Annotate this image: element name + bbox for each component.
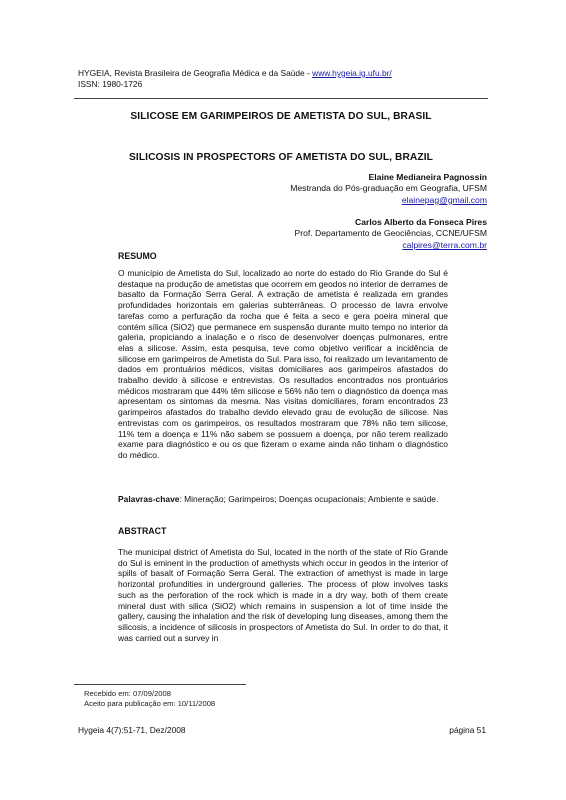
page-number: página 51: [449, 725, 486, 735]
keywords-label: Palavras-chave: [118, 494, 180, 504]
keywords: [118, 494, 448, 505]
author-block-2: [295, 217, 487, 251]
journal-name: HYGEIA, Revista Brasileira de Geografia Médica e da Saúde -: [78, 68, 313, 78]
author-email-link[interactable]: calpires@terra.com.br: [402, 239, 487, 250]
author-block-1: [290, 172, 487, 206]
keywords-text: : Mineração; Garimpeiros; Doenças ocupacionais; Ambiente e saúde.: [179, 494, 439, 504]
author-name: Elaine Medianeira Pagnossin: [368, 172, 487, 182]
resumo-text: O município de Ametista do Sul, localizado ao norte do estado do Rio Grande do Sul é destaque na produção de ametistas que ocorrem em geodos no interior de derrames de basalto da Formação Serra Geral. A extração de ametista é realizada em grandes profundidades horizontais em galerias subterrâneas. O processo de lavra envolve tarefas como a perfuração da rocha que é feita a seco e gera poeira mineral que contém sílica (SiO2) que permanece em suspensão durante muito tempo no interior da galeria, propiciando a inalação e o risco de desenvolver doenças pulmonares, entre elas a silicose. Assim, esta pesquisa, teve como objetivo verificar a incidência de silicose em garimpeiros de Ametista do Sul. Para isso, foi realizado um levantamento de dados em prontuários médicos, visitas domiciliares aos garimpeiros afastados do trabalho devido à silicose e entrevistas. Os resultados encontrados nos prontuários médicos mostraram que 44% têm silicose e 56% não tem o diagnóstico da doença mas apresentam os sintomas da mesma. Nas visitas domiciliares, foram encontrados 23 garimpeiros afastados do trabalho devido elevado grau de evolução de silicose. Nas entrevistas com os garimpeiros, os resultados mostraram que 78% não tem silicose, 11% tem a doença e 11% não sabem se possuem a doença, por não terem realizado exame para diagnóstico e ou os que fizeram o exame ainda não tinham o diagnóstico do médico.: [118, 268, 448, 460]
title-english: SILICOSIS IN PROSPECTORS OF AMETISTA DO SUL, BRAZIL: [129, 152, 433, 163]
abstract-heading: ABSTRACT: [118, 526, 167, 536]
author-affiliation: Prof. Departamento de Geociências, CCNE/UFSM: [294, 228, 487, 239]
journal-url-link[interactable]: www.hygeia.ig.ufu.br/: [312, 68, 392, 78]
issn: ISSN: 1980-1726: [78, 79, 143, 89]
journal-line: [78, 68, 392, 79]
title-portuguese: SILICOSE EM GARIMPEIROS DE AMETISTA DO SUL, BRASIL: [130, 111, 432, 122]
footnote-divider: [74, 684, 246, 685]
resumo-heading: RESUMO: [118, 251, 157, 261]
journal-header: [78, 68, 392, 90]
accepted-date: Aceito para publicação em: 10/11/2008: [84, 699, 216, 709]
author-email-link[interactable]: elainepag@gmail.com: [401, 194, 487, 205]
author-name: Carlos Alberto da Fonseca Pires: [355, 217, 487, 227]
citation: Hygeia 4(7):51-71, Dez/2008: [78, 725, 186, 735]
abstract-text: The municipal district of Ametista do Sul, located in the north of the state of Rio Grande do Sul is eminent in the production of amethysts which occur in geodos in the interior of spills of basalt of Formação Serra Geral. The extraction of amethyst is made in large horizontal profundities in underground galleries. The process of plow involves tasks such as the perforation of the rock which is made in a dry way, both of them create mineral dust with silica (SiO2) which remains in suspension a lot of time inside the gallery, causing the inhalation and the risk of developing lung diseases, among them the silicosis, a incidence of silicosis in prospectors of Ametista do Sul. In order to do that, it was carried out a survey in: [118, 547, 448, 643]
header-divider: [74, 98, 488, 99]
received-date: Recebido em: 07/09/2008: [84, 689, 171, 698]
author-affiliation: Mestranda do Pós-graduação em Geografia, UFSM: [290, 183, 487, 194]
footnotes: [84, 689, 215, 709]
